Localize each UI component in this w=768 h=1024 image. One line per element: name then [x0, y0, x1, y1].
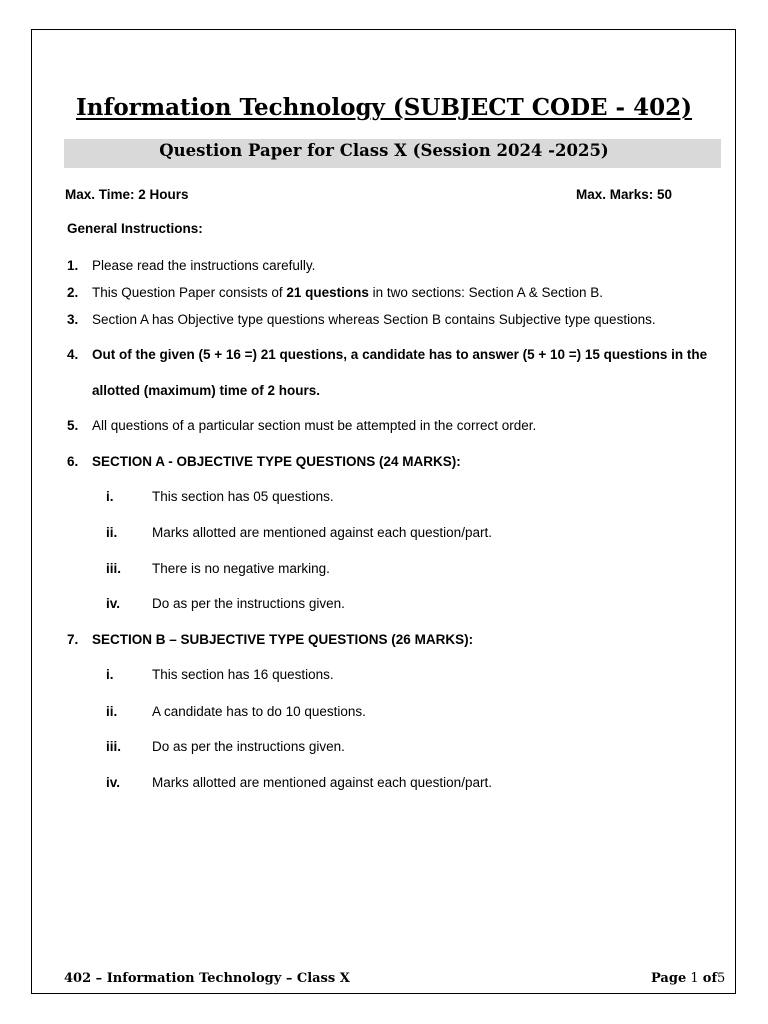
sub-item-text: There is no negative marking. [152, 561, 330, 576]
max-marks: Max. Marks: 50 [576, 187, 673, 202]
sub-item-text: Do as per the instructions given. [152, 596, 345, 611]
sub-item-text: This section has 05 questions. [152, 489, 334, 504]
instruction-number: 6. [67, 454, 79, 469]
sub-item-number: iv. [106, 596, 121, 611]
instruction-number: 2. [67, 285, 79, 300]
instruction-text-post: in two sections: Section A & Section B. [368, 285, 604, 300]
section-a-heading: SECTION A - OBJECTIVE TYPE QUESTIONS (24 MARKS): [92, 454, 461, 469]
sub-item-text: Do as per the instructions given. [152, 739, 345, 754]
sub-item-text: A candidate has to do 10 questions. [152, 704, 366, 719]
document-subtitle: Question Paper for Class X (Session 2024 -2025) [159, 141, 609, 160]
document-title: Information Technology (SUBJECT CODE - 402) [75, 94, 693, 121]
sub-item-text: Marks allotted are mentioned against each question/part. [152, 525, 492, 540]
instruction-text-pre: This Question Paper consists of [92, 285, 287, 300]
section-b-heading: SECTION B – SUBJECTIVE TYPE QUESTIONS (26 MARKS): [92, 632, 474, 647]
instruction-number: 7. [67, 632, 79, 647]
instruction-text: Section A has Objective type questions whereas Section B contains Subjective type questions. [92, 312, 656, 327]
general-instructions-heading: General Instructions: [67, 221, 203, 236]
sub-item-number: ii. [106, 704, 118, 719]
instruction-text-line1: Out of the given (5 + 16 =) 21 questions, a candidate has to answer (5 + 10 =) 15 questions in the [92, 347, 708, 362]
instruction-text [92, 285, 603, 300]
sub-item-text: This section has 16 questions. [152, 667, 334, 682]
instruction-number: 3. [67, 312, 79, 327]
instruction-number: 1. [67, 258, 79, 273]
instruction-number: 5. [67, 418, 79, 433]
instruction-text: All questions of a particular section must be attempted in the correct order. [92, 418, 537, 433]
page-label: Page [651, 971, 687, 986]
sub-item-number: iii. [106, 739, 122, 754]
sub-item-number: i. [106, 489, 114, 504]
instruction-text: Please read the instructions carefully. [92, 258, 316, 273]
sub-item-number: i. [106, 667, 114, 682]
max-time: Max. Time: 2 Hours [65, 187, 189, 202]
sub-item-number: iv. [106, 775, 121, 790]
sub-item-number: ii. [106, 525, 118, 540]
sub-item-number: iii. [106, 561, 122, 576]
page-border [31, 29, 736, 994]
page-total: 5 [717, 971, 726, 986]
sub-item-text: Marks allotted are mentioned against each question/part. [152, 775, 492, 790]
page-current: 1 [690, 971, 699, 986]
instruction-number: 4. [67, 347, 79, 362]
page-number [651, 971, 725, 986]
instruction-text-bold: 21 questions [286, 285, 369, 300]
page-of-label: of [702, 971, 718, 986]
footer-title: 402 – Information Technology – Class X [64, 971, 350, 986]
instruction-text-line2: allotted (maximum) time of 2 hours. [92, 383, 321, 398]
